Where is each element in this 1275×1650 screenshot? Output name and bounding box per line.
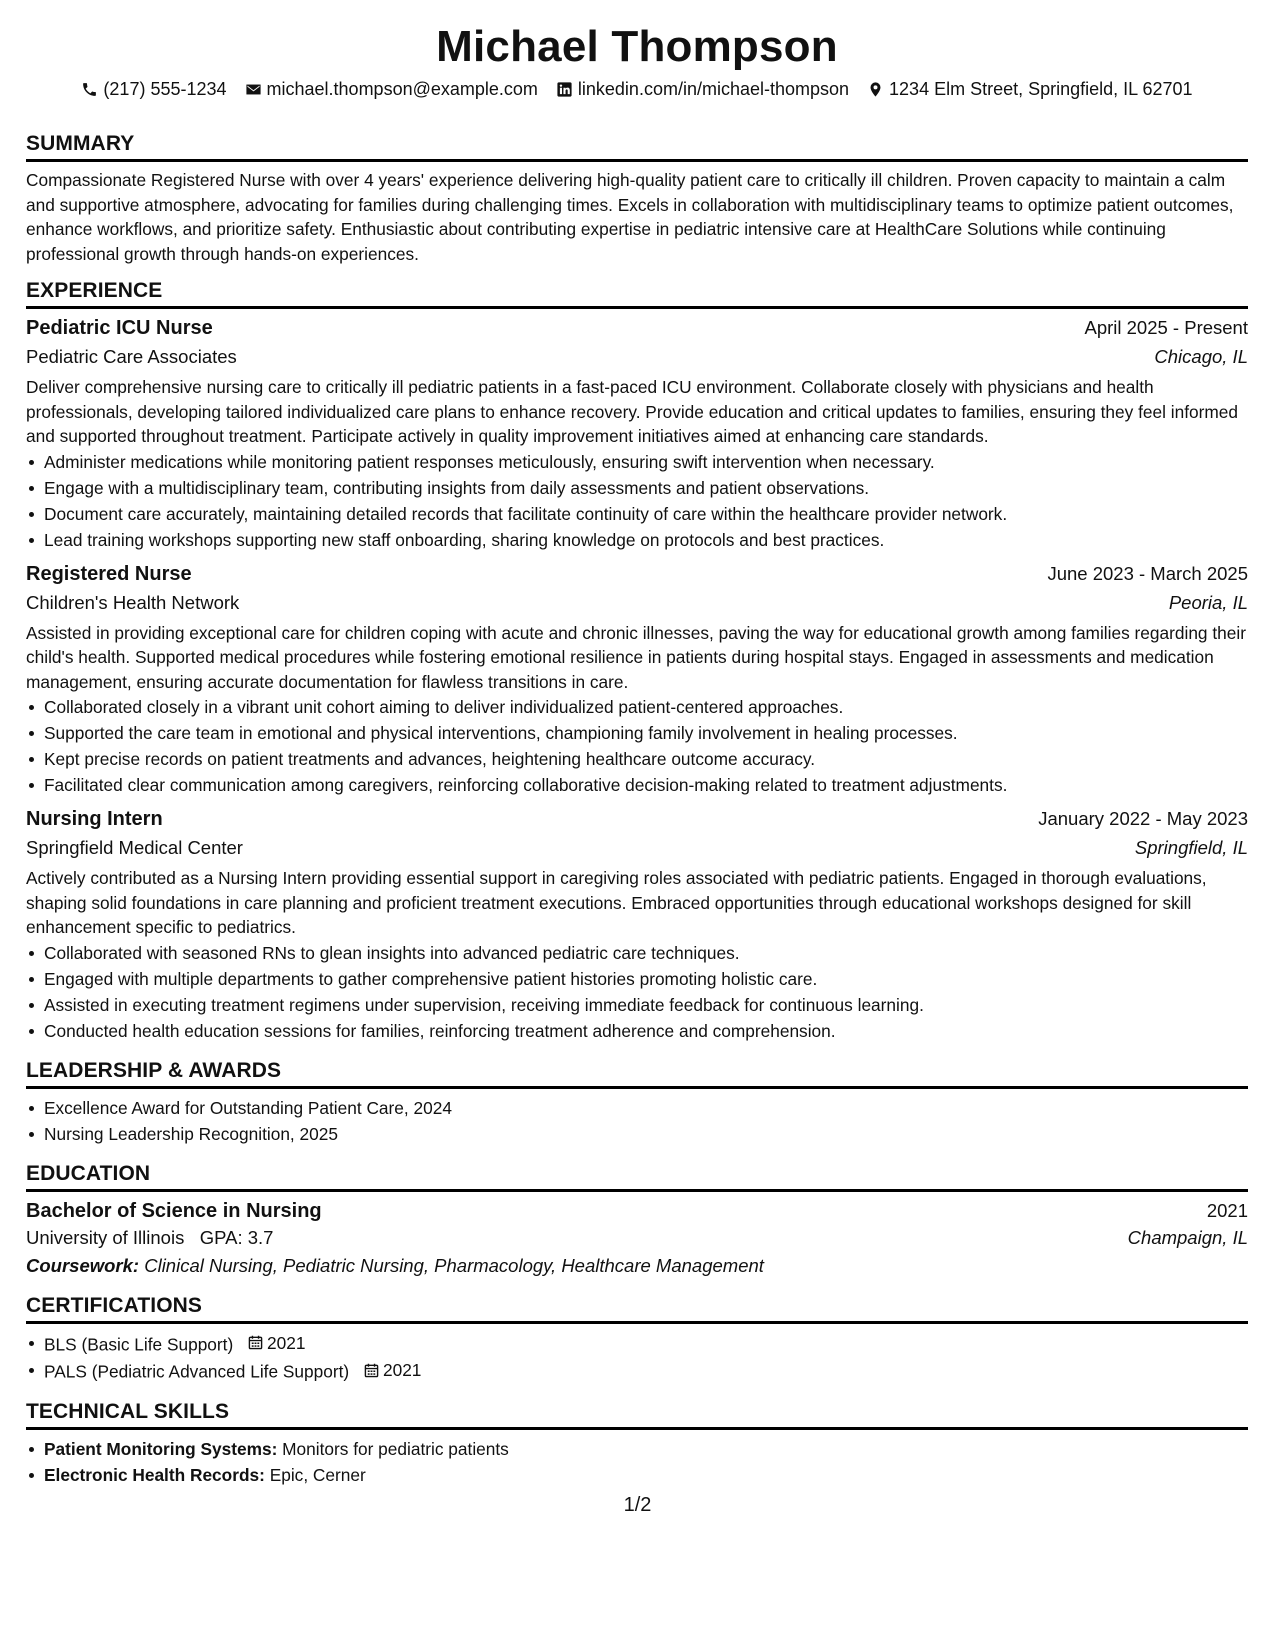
coursework-line — [26, 1255, 1248, 1277]
calendar-icon — [248, 1335, 263, 1350]
resume-page — [26, 0, 1248, 1488]
education-section — [26, 1162, 1248, 1277]
phone-text: (217) 555-1234 — [103, 78, 227, 99]
list-item: Nursing Leadership Recognition, 2025 — [26, 1121, 1248, 1147]
section-title-education: EDUCATION — [26, 1162, 1248, 1192]
linkedin-icon — [556, 81, 573, 98]
contact-email[interactable] — [245, 79, 538, 100]
job-entry — [26, 808, 1248, 1044]
list-item: Lead training workshops supporting new staff onboarding, sharing knowledge on protocols and best practices. — [26, 527, 1248, 553]
cert-year: 2021 — [382, 1360, 422, 1380]
calendar-icon — [364, 1363, 379, 1378]
address-text: 1234 Elm Street, Springfield, IL 62701 — [889, 78, 1193, 99]
education-subheader — [26, 1227, 1248, 1249]
summary-text: Compassionate Registered Nurse with over 4 years' experience delivering high-quality patient care to critically ill children. Proven capacity to maintain a calm and supportive atmosphere, advocating for families during challenging times. Excels in collaboration with multidisciplinary teams to optimize patient outcomes, enhance workflows, and prioritize safety. Enthusiastic about contributing expertise in pediatric intensive care at HealthCare Solutions while continuing professional growth through hands-on experiences. — [26, 170, 1234, 264]
school-info — [26, 1227, 273, 1249]
list-item: Engage with a multidisciplinary team, contributing insights from daily assessments and patient observations. — [26, 475, 1248, 501]
coursework-list: Clinical Nursing, Pediatric Nursing, Pharmacology, Healthcare Management — [144, 1254, 764, 1276]
education-header — [26, 1200, 1248, 1223]
list-item: Collaborated closely in a vibrant unit cohort aiming to deliver individualized patient-centered approaches. — [26, 694, 1248, 720]
experience-section — [26, 279, 1248, 1044]
graduation-year: 2021 — [1206, 1199, 1248, 1221]
section-title-skills: TECHNICAL SKILLS — [26, 1400, 1248, 1430]
list-item — [26, 1330, 1248, 1358]
contact-address — [867, 79, 1193, 100]
section-title-experience: EXPERIENCE — [26, 279, 1248, 309]
section-title-leadership: LEADERSHIP & AWARDS — [26, 1059, 1248, 1089]
job-subheader — [26, 346, 1248, 368]
leadership-section — [26, 1059, 1248, 1147]
phone-icon — [81, 81, 98, 98]
list-item: Engaged with multiple departments to gather comprehensive patient histories promoting holistic care. — [26, 966, 1248, 992]
list-item: Administer medications while monitoring patient responses meticulously, ensuring swift intervention when necessary. — [26, 449, 1248, 475]
skill-value: Monitors for pediatric patients — [282, 1438, 509, 1459]
job-company: Pediatric Care Associates — [26, 346, 237, 367]
linkedin-text[interactable]: linkedin.com/in/michael-thompson — [577, 78, 850, 99]
job-subheader — [26, 837, 1248, 859]
job-dates: June 2023 - March 2025 — [1047, 562, 1248, 584]
job-header — [26, 808, 1248, 831]
list-item: Conducted health education sessions for families, reinforcing treatment adherence and comprehension. — [26, 1018, 1248, 1044]
list-item: Collaborated with seasoned RNs to glean insights into advanced pediatric care techniques. — [26, 940, 1248, 966]
contact-bar — [26, 76, 1248, 102]
list-item: Supported the care team in emotional and physical interventions, championing family involvement in healing processes. — [26, 720, 1248, 746]
job-header — [26, 563, 1248, 586]
skill-label: Electronic Health Records: — [44, 1464, 265, 1485]
list-item — [26, 1436, 1248, 1462]
contact-phone — [81, 79, 226, 100]
map-pin-icon — [867, 81, 884, 98]
gpa: GPA: 3.7 — [199, 1226, 274, 1248]
cert-date — [364, 1357, 421, 1383]
job-dates: January 2022 - May 2023 — [1038, 808, 1248, 829]
job-subheader — [26, 592, 1248, 614]
cert-year: 2021 — [267, 1332, 306, 1353]
job-company: Springfield Medical Center — [26, 837, 243, 858]
school-location: Champaign, IL — [1127, 1226, 1248, 1248]
coursework-label: Coursework: — [26, 1254, 140, 1276]
list-item — [26, 1462, 1248, 1488]
skill-value: Epic, Cerner — [269, 1464, 366, 1485]
list-item: Kept precise records on patient treatments and advances, heightening healthcare outcome accuracy. — [26, 746, 1248, 772]
list-item: Document care accurately, maintaining detailed records that facilitate continuity of care within the healthcare provider network. — [26, 501, 1248, 527]
list-item: Assisted in executing treatment regimens under supervision, receiving immediate feedback for continuous learning. — [26, 992, 1248, 1018]
job-bullets — [26, 694, 1248, 798]
school-name: University of Illinois — [26, 1226, 185, 1248]
section-title-summary: SUMMARY — [26, 132, 1248, 162]
certifications-section — [26, 1294, 1248, 1385]
envelope-icon — [245, 81, 262, 98]
page-number: 1/2 — [623, 1494, 652, 1516]
job-description: Deliver comprehensive nursing care to critically ill pediatric patients in a fast-paced ICU environment. Collaborate closely with physicians and health professionals, developing tailored individualized care plans to enhance recovery. Provide education and critical updates to families, ensuring they feel informed and supported throughout treatment. Participate actively in quality improvement initiatives aimed at enhancing care standards. — [26, 377, 1238, 446]
list-item: Facilitated clear communication among caregivers, reinforcing collaborative decision-making related to treatment adjustments. — [26, 772, 1248, 798]
email-text[interactable]: michael.thompson@example.com — [266, 78, 538, 99]
job-bullets — [26, 940, 1248, 1044]
job-header — [26, 317, 1248, 340]
contact-linkedin[interactable] — [556, 79, 849, 100]
job-title: Pediatric ICU Nurse — [26, 317, 213, 339]
job-location: Springfield, IL — [1134, 837, 1248, 858]
job-location: Peoria, IL — [1168, 591, 1248, 613]
section-title-certifications: CERTIFICATIONS — [26, 1294, 1248, 1324]
candidate-name: Michael Thompson — [436, 22, 838, 71]
list-item — [26, 1357, 1248, 1385]
job-entry — [26, 317, 1248, 553]
job-entry — [26, 563, 1248, 799]
cert-date — [248, 1330, 305, 1356]
job-title: Registered Nurse — [26, 562, 192, 585]
job-bullets — [26, 449, 1248, 553]
awards-list — [26, 1095, 1248, 1147]
skills-list — [26, 1436, 1248, 1488]
job-dates: April 2025 - Present — [1084, 317, 1248, 338]
job-company: Children's Health Network — [26, 591, 240, 613]
skills-section — [26, 1400, 1248, 1488]
skill-label: Patient Monitoring Systems: — [44, 1438, 278, 1459]
job-description: Assisted in providing exceptional care for children coping with acute and chronic illnesses, paving the way for educational growth among families regarding their child's health. Supported medical procedures while fostering emotional resilience in patients during hospital stays. Engaged in assessments and medication management, ensuring accurate documentation for flawless transitions in care. — [26, 622, 1246, 692]
cert-name: BLS (Basic Life Support) — [44, 1334, 234, 1354]
job-location: Chicago, IL — [1154, 346, 1248, 367]
degree-name: Bachelor of Science in Nursing — [26, 1199, 322, 1222]
job-description: Actively contributed as a Nursing Intern providing essential support in caregiving roles associated with pediatric patients. Engaged in thorough evaluations, shaping solid foundations in care planning and proficient treatment executions. Embraced opportunities through educational workshops designed for skill enhancement specific to pediatrics. — [26, 868, 1207, 937]
list-item: Excellence Award for Outstanding Patient Care, 2024 — [26, 1095, 1248, 1121]
certifications-list — [26, 1330, 1248, 1385]
job-title: Nursing Intern — [26, 808, 163, 830]
cert-name: PALS (Pediatric Advanced Life Support) — [44, 1361, 350, 1382]
summary-section — [26, 132, 1248, 266]
